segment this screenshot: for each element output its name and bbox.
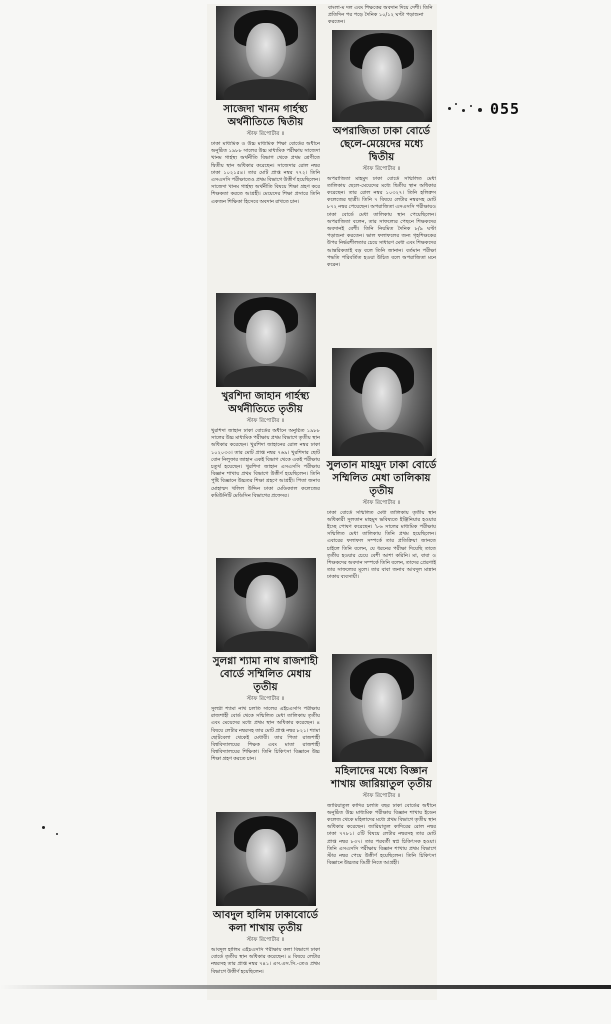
scan-speck — [455, 103, 457, 105]
article-byline: স্টাফ রিপোর্টার ॥ — [362, 165, 401, 172]
article-body: খুরশিদা জাহান ঢাকা বোর্ডের অধীনে অনুষ্ঠিত ১৯৮৮ সালের উচ্চ মাধ্যমিক পরীক্ষায় প্রথম বিভাগে তৃতীয় স্থান অধিকার করেছেন। খুরশিদা জাহানের রোল নম্বর ঢাকা ১০২০৩৩। তার মোট প্রাপ্ত নম্বর ৭৬৯। খুরশিদার ছোট বোন নিলুফার জাহান একই বিভাগ থেকে একই পরীক্ষায় চতুর্থ হয়েছেন। খুরশিদা জাহান এসএসসি পরীক্ষায় বিজ্ঞান শাখায় প্রথম বিভাগে উত্তীর্ণ হয়েছিলেন। তিনি পুষ্টি বিজ্ঞানে উচ্চতর শিক্ষা গ্রহণে আগ্রহী। পিতা জনাব মোহাম্মদ খলিল উদ্দিন ঢাকা মেডিক্যাল কলেজের কমিউনিটি মেডিসিন বিভাগের প্রফেসর। — [211, 428, 320, 499]
left-column — [209, 4, 322, 983]
article-body: ঢাকা বোর্ডে সম্মিলিত মেধা তালিকায় তৃতীয় স্থান অধিকারী সুলতান মাহমুদ ভবিষ্যতে ইঞ্জিনিয়ার হওয়ার ইচ্ছে পোষণ করেছেন। '৮৬ সালের মাধ্যমিক পরীক্ষায় সম্মিলিত মেধা তালিকায় তিনি প্রথম হয়েছিলেন। এবারের ফলাফল সম্পর্কে তার প্রতিক্রিয়া জানতে চাইলে তিনি বলেন, যে ধরনের পরীক্ষা দিয়েছি তাতে তৃতীয় হওয়ার চেয়ে বেশী আশা করিনি। মা, বাবা ও শিক্ষকদের অবদান সম্পর্কে তিনি বলেন, তাদের প্রেরণাই তার সাফল্যের মূলে। তার বাবা জনাব আবদুল মান্নান ঢাকায় ব্যবসায়ী। — [327, 509, 436, 581]
article-headline: সুলগ্না শ্যামা নাথ রাজশাহী বোর্ডে সম্মিলিত মেধায় তৃতীয় — [212, 655, 319, 693]
article-headline: মহিলাদের মধ্যে বিজ্ঞান শাখায় জারিয়াতুল তৃতীয় — [331, 764, 432, 790]
scan-speck — [462, 109, 465, 112]
portrait-photo — [216, 6, 316, 100]
article-body: জারিয়াতুল কাদির চলতি বছর ঢাকা বোর্ডের অধীনে অনুষ্ঠিত উচ্চ মাধ্যমিক পরীক্ষায় বিজ্ঞান শাখায় ইডেন কলেজ থেকে মহিলাদের মধ্যে প্রথম বিভাগে তৃতীয় স্থান অধিকার করেছেন। জারিয়াতুল কাদিরের রোল নম্বর ঢাকা ৭৭৮১। ৫টি বিষয়ে লেটার নম্বরসহ তার মোট প্রাপ্ত নম্বর ৮৩৭। তার পরবর্তী স্বপ্ন চিকিৎসক হওয়া। তিনি এসএসসি পরীক্ষায় বিজ্ঞান শাখায় প্রথম বিভাগে স্টার নম্বর পেয়ে উত্তীর্ণ হয়েছিলেন। তিনি চিকিৎসা বিজ্ঞানে উচ্চতর ডিগ্রী নিতে আগ্রহী। — [327, 802, 436, 867]
newspaper-clipping — [207, 4, 437, 1000]
portrait-photo — [216, 812, 316, 906]
scan-speck — [470, 105, 472, 107]
portrait-photo — [332, 654, 432, 762]
article-headline: আবদুল হালিম ঢাকাবোর্ডে কলা শাখায় তৃতীয় — [212, 909, 319, 934]
right-column — [325, 4, 437, 913]
article-headline: সাজেদা খানম গার্হস্থ্য অর্থনীতিতে দ্বিতীয় — [223, 103, 308, 128]
page-number: 055 — [490, 100, 521, 118]
article-byline: স্টাফ রিপোর্টার ॥ — [362, 792, 401, 799]
portrait-photo — [216, 293, 316, 387]
continued-text: বাংলা-ম দল এবং শিক্ষকের অবদান দিয়ে দেশী। তিনি প্রতিদিন পর পড়ে দৈনিক ১০/১২ ঘণ্টা পড়াশুনা করতেন। — [328, 5, 433, 26]
article-body: সুলগ্না শ্যামা নাথ চলতি সালের এইচএসসি পরীক্ষায় রাজশাহী বোর্ড থেকে সম্মিলিত মেধা তালিকায় তৃতীয় এবং মেয়েদের মধ্যে প্রথম স্থান অধিকার করেছেন। ৪ বিষয়ে লেটার নম্বরসহ তার মোট প্রাপ্ত নম্বর ৮২১। শ্যামা ছোটবেলা থেকেই মেধাবী। তার পিতা রাজশাহী বিশ্ববিদ্যালয়ের শিক্ষক এবং মাতা রাজশাহী বিশ্ববিদ্যালয়ের শিক্ষিকা। তিনি চিকিৎসা বিজ্ঞানে উচ্চ শিক্ষা গ্রহণ করতে চান। — [211, 706, 320, 763]
portrait-photo — [332, 348, 432, 456]
page-bottom-edge — [0, 985, 611, 989]
article-byline: স্টাফ রিপোর্টার ॥ — [246, 131, 285, 137]
article-byline: স্টাফ রিপোর্টার ॥ — [246, 418, 285, 424]
article-byline: স্টাফ রিপোর্টার ॥ — [246, 696, 285, 702]
portrait-photo — [332, 30, 432, 122]
article-headline: খুরশিদা জাহান গার্হস্থ্য অর্থনীতিতে তৃতীয় — [221, 390, 310, 415]
scan-speck — [448, 107, 451, 110]
scan-speck — [42, 826, 45, 829]
article-body: ঢাকা মাধ্যমিক ও উচ্চ মাধ্যমিক শিক্ষা বোর্ডের অধীনে অনুষ্ঠিত ১৯৮৮ সালের উচ্চ মাধ্যমিক পরীক্ষায় সাজেদা খানম গার্হস্থ্য অর্থনীতি বিভাগ থেকে প্রথম শ্রেণীতে দ্বিতীয় স্থান অধিকার করেছেন। সাজেদার রোল নম্বর ঢাকা ১০২১৫৪। তার মোট প্রাপ্ত নম্বর ৭৭২। তিনি এসএসসি পরীক্ষাতেও প্রথম বিভাগে উত্তীর্ণ হয়েছিলেন। সাজেদা খানম গার্হস্থ্য অর্থনীতি বিষয়ে শিক্ষা গ্রহণ করে শিক্ষকতা করতে আগ্রহী। মেয়েদের শিক্ষা প্রসারে তিনি একজন শিক্ষিকা হিসেবে অবদান রাখতে চান। — [211, 141, 320, 205]
scan-speck — [56, 833, 58, 835]
article-body: অপরাজিতা মাহমুদ ঢাকা বোর্ডে সম্মিলিত মেধা তালিকায় ছেলে-মেয়েদের মধ্যে দ্বিতীয় স্থান অধিকার করেছেন। তার রোল নম্বর ১০৩২৭। তিনি হলিক্রস কলেজের ছাত্রী। তিনি ৭ বিষয়ে লেটার নম্বরসহ মোট ৮৭২ নম্বর পেয়েছেন। অপরাজিতা এসএসসি পরীক্ষায়ও ঢাকা বোর্ডে মেধা তালিকায় স্থান পেয়েছিলেন। অপরাজিতা বলেন, তার সাফল্যের পেছনে শিক্ষকদের অবদানই বেশী। তিনি নিয়মিত দৈনিক ৮/৯ ঘণ্টা পড়াশুনা করতেন। ভাল ফলাফলের জন্য গৃহশিক্ষকের উপর নির্ভরশীলতার চেয়ে সাধারণ মেধা এবং শিক্ষকদের আন্তরিকতাই বড় বলে তিনি জানান। বর্তমান পরীক্ষা পদ্ধতি পরিবর্তিত হওয়া উচিত বলে অপরাজিতা মনে করেন। — [327, 175, 436, 269]
article-headline: অপরাজিতা ঢাকা বোর্ডে ছেলে-মেয়েদের মধ্যে দ্বিতীয় — [332, 124, 431, 163]
article-byline: স্টাফ রিপোর্টার ॥ — [246, 937, 285, 943]
article-body: আবদুল হালিম এইচএসসি পরীক্ষায় কলা বিভাগে ঢাকা বোর্ডে তৃতীয় স্থান অধিকার করেছেন। ৪ বিষয়ে লেটার নম্বরসহ তার প্রাপ্ত নম্বর ৭৪১। এস.এস.সি.-তেও প্রথম বিভাগে উত্তীর্ণ হয়েছিলেন। — [211, 947, 320, 975]
portrait-photo — [216, 558, 316, 652]
article-byline: স্টাফ রিপোর্টার ॥ — [362, 499, 401, 506]
scan-speck — [478, 108, 482, 112]
article-headline: সুলতান মাহমুদ ঢাকা বোর্ডে সম্মিলিত মেধা তালিকায় তৃতীয় — [326, 458, 437, 497]
